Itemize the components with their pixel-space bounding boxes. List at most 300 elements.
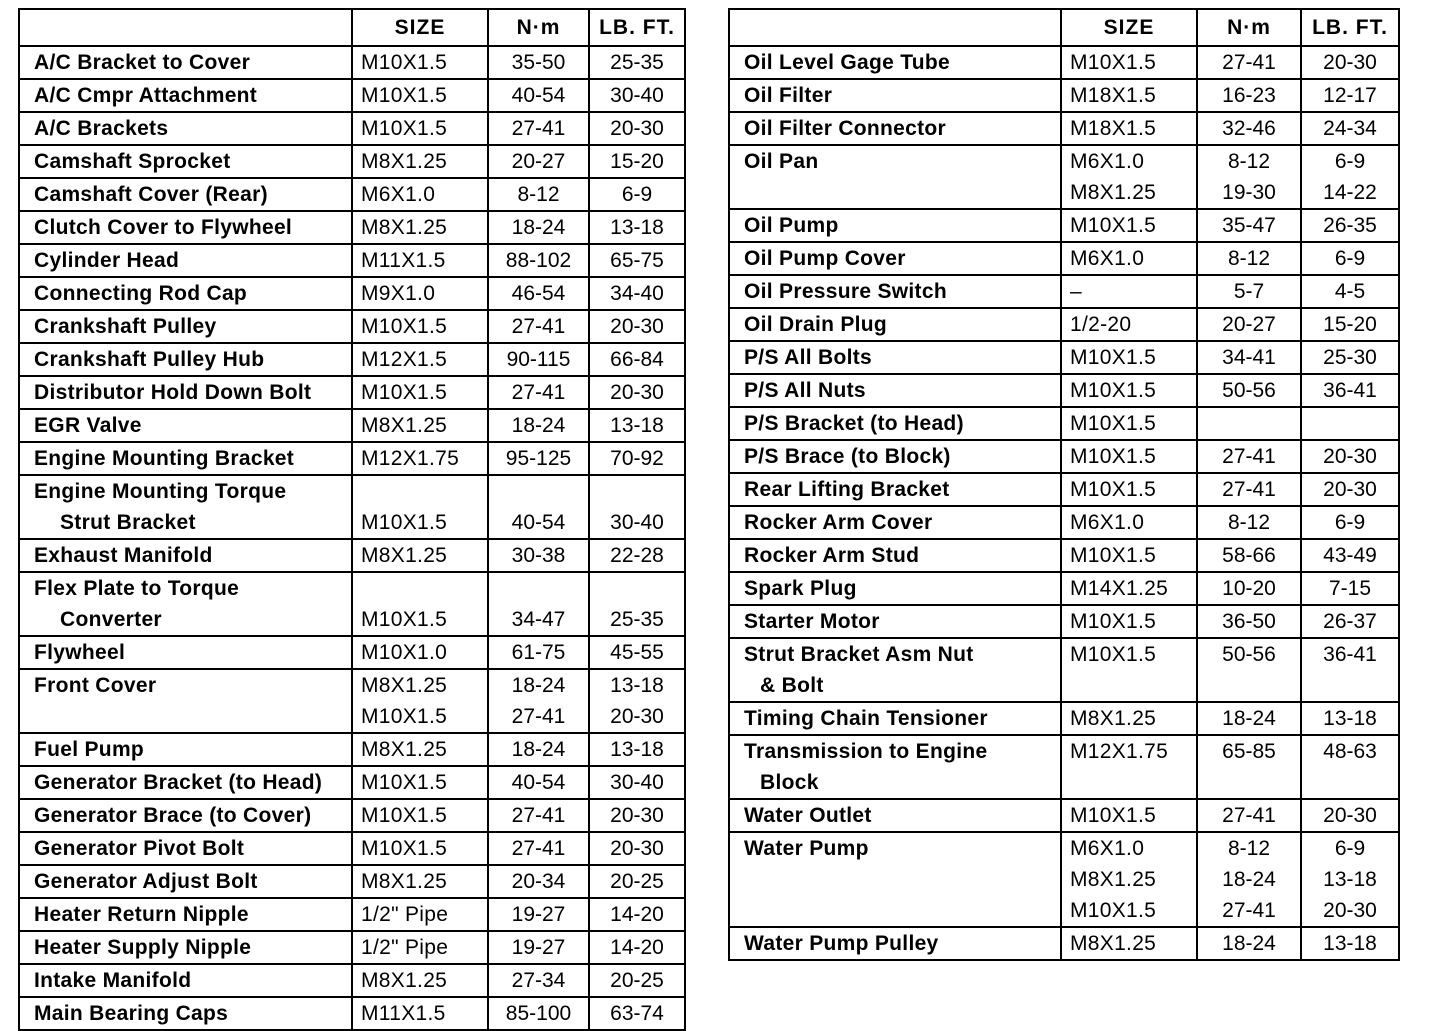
cell-lbft xyxy=(589,669,685,733)
nm-line: 46-54 xyxy=(511,282,566,305)
cell-lbft xyxy=(1301,473,1399,506)
nm-line: 27-41 xyxy=(511,117,566,140)
cell-size xyxy=(352,79,488,112)
size-line: M10X1.5 xyxy=(1070,478,1157,501)
lbft-line: 25-35 xyxy=(610,51,664,74)
table-row xyxy=(19,244,685,277)
cell-name xyxy=(19,733,352,766)
cell-nm xyxy=(488,46,589,79)
name-line: Spark Plug xyxy=(744,577,857,600)
nm-line: 18-24 xyxy=(511,674,566,697)
cell-size xyxy=(352,145,488,178)
name-line: Oil Pump xyxy=(744,214,839,237)
cell-nm xyxy=(1197,702,1301,735)
nm-line: 85-100 xyxy=(505,1002,572,1025)
table-row xyxy=(729,145,1399,209)
cell-size xyxy=(352,244,488,277)
cell-nm xyxy=(488,178,589,211)
name-line: Starter Motor xyxy=(744,610,880,633)
table-row xyxy=(19,669,685,733)
cell-lbft xyxy=(589,79,685,112)
cell-name xyxy=(19,475,352,539)
name-line: Engine Mounting Bracket xyxy=(34,447,295,470)
cell-name xyxy=(19,409,352,442)
table-row xyxy=(729,374,1399,407)
lbft-line: 70-92 xyxy=(610,447,664,470)
table-row xyxy=(19,46,685,79)
name-line: Rocker Arm Cover xyxy=(744,511,933,534)
name-line: Oil Level Gage Tube xyxy=(744,51,951,74)
lbft-line: 20-30 xyxy=(610,117,664,140)
lbft-line: 14-20 xyxy=(610,936,664,959)
table-row xyxy=(19,112,685,145)
cell-nm xyxy=(488,112,589,145)
table-row xyxy=(729,605,1399,638)
name-line: Exhaust Manifold xyxy=(34,544,213,567)
lbft-line: 20-30 xyxy=(1323,51,1377,74)
nm-line: 19-27 xyxy=(511,903,566,926)
header-blank xyxy=(19,9,352,46)
name-line: Heater Return Nipple xyxy=(34,903,249,926)
lbft-line: 25-35 xyxy=(610,608,664,631)
header-row xyxy=(19,9,685,46)
size-line: M9X1.0 xyxy=(361,282,436,305)
nm-line: 40-54 xyxy=(511,771,566,794)
cell-size xyxy=(1061,407,1197,440)
size-line: M8X1.25 xyxy=(361,414,448,437)
cell-nm xyxy=(1197,473,1301,506)
lbft-line: 20-30 xyxy=(1323,445,1377,468)
lbft-line xyxy=(590,573,684,604)
cell-nm xyxy=(488,343,589,376)
cell-nm xyxy=(488,865,589,898)
cell-size xyxy=(1061,473,1197,506)
cell-size xyxy=(1061,209,1197,242)
nm-line: 40-54 xyxy=(511,84,566,107)
nm-line: 50-56 xyxy=(1222,643,1276,666)
cell-nm xyxy=(1197,799,1301,832)
nm-line: 5-7 xyxy=(1233,280,1265,303)
lbft-line: 14-20 xyxy=(610,903,664,926)
size-line: 1/2" Pipe xyxy=(361,936,449,959)
nm-line: 20-27 xyxy=(1222,313,1276,336)
lbft-line: 6-9 xyxy=(1334,837,1366,860)
cell-size xyxy=(352,766,488,799)
name-line: Oil Pump Cover xyxy=(744,247,906,270)
cell-nm xyxy=(488,310,589,343)
size-line: M10X1.5 xyxy=(361,705,448,728)
header-lbft: LB. FT. xyxy=(589,9,685,46)
cell-nm xyxy=(1197,927,1301,960)
cell-name xyxy=(729,506,1061,539)
header-nm: N·m xyxy=(1197,9,1301,46)
name-line: Strut Bracket Asm Nut xyxy=(744,643,974,666)
nm-line: 18-24 xyxy=(1222,707,1276,730)
name-line: Crankshaft Pulley Hub xyxy=(34,348,265,371)
name-line: Oil Pressure Switch xyxy=(744,280,947,303)
cell-size xyxy=(1061,638,1197,702)
lbft-line: 66-84 xyxy=(610,348,664,371)
nm-line: 32-46 xyxy=(1222,117,1276,140)
cell-size xyxy=(352,636,488,669)
size-line: M10X1.5 xyxy=(1070,445,1157,468)
cell-lbft xyxy=(589,832,685,865)
cell-name xyxy=(729,242,1061,275)
cell-name xyxy=(729,735,1061,799)
nm-line: 50-56 xyxy=(1222,379,1276,402)
cell-size xyxy=(1061,572,1197,605)
nm-line: 30-38 xyxy=(511,544,566,567)
cell-lbft xyxy=(589,409,685,442)
cell-nm xyxy=(1197,46,1301,79)
table-row xyxy=(19,178,685,211)
name-line: P/S Brace (to Block) xyxy=(744,445,951,468)
name-line: Oil Filter Connector xyxy=(744,117,947,140)
cell-size xyxy=(352,931,488,964)
cell-nm xyxy=(488,636,589,669)
size-line: M10X1.5 xyxy=(361,51,448,74)
cell-size xyxy=(352,799,488,832)
cell-size xyxy=(352,964,488,997)
cell-lbft xyxy=(1301,572,1399,605)
lbft-line: 45-55 xyxy=(610,641,664,664)
nm-line: 10-20 xyxy=(1222,577,1276,600)
table-row xyxy=(729,242,1399,275)
nm-line: 61-75 xyxy=(511,641,566,664)
name-line: Strut Bracket xyxy=(60,511,196,534)
header-size: SIZE xyxy=(352,9,488,46)
nm-line: 27-41 xyxy=(511,381,566,404)
nm-line: 27-41 xyxy=(1222,478,1276,501)
lbft-line: 20-25 xyxy=(610,870,664,893)
lbft-line: 34-40 xyxy=(610,282,664,305)
lbft-line: 13-18 xyxy=(1323,868,1377,891)
size-line: M10X1.5 xyxy=(361,117,448,140)
size-line: M12X1.5 xyxy=(361,348,448,371)
cell-name xyxy=(19,669,352,733)
table-row xyxy=(729,927,1399,960)
cell-lbft xyxy=(589,997,685,1030)
nm-line: 40-54 xyxy=(511,511,566,534)
cell-size xyxy=(1061,46,1197,79)
table-row xyxy=(729,308,1399,341)
name-line: Rear Lifting Bracket xyxy=(744,478,950,501)
nm-line: 19-27 xyxy=(511,936,566,959)
name-line xyxy=(34,701,351,732)
table-row xyxy=(19,865,685,898)
name-line: Rocker Arm Stud xyxy=(744,544,920,567)
lbft-line: 12-17 xyxy=(1323,84,1377,107)
cell-name xyxy=(729,374,1061,407)
table-row xyxy=(19,79,685,112)
size-line: M10X1.5 xyxy=(361,608,448,631)
cell-name xyxy=(19,799,352,832)
table-row xyxy=(19,898,685,931)
nm-line: 36-50 xyxy=(1222,610,1276,633)
table-row xyxy=(19,799,685,832)
cell-name xyxy=(729,46,1061,79)
name-line xyxy=(744,864,1060,895)
cell-size xyxy=(352,178,488,211)
table-row xyxy=(19,636,685,669)
cell-nm xyxy=(488,997,589,1030)
cell-name xyxy=(19,636,352,669)
size-line: M11X1.5 xyxy=(361,1002,446,1025)
nm-line: 27-41 xyxy=(511,837,566,860)
table-row xyxy=(19,572,685,636)
cell-nm xyxy=(488,277,589,310)
cell-size xyxy=(1061,374,1197,407)
lbft-line: 13-18 xyxy=(610,414,664,437)
table-body-right xyxy=(729,46,1399,960)
cell-size xyxy=(352,376,488,409)
lbft-line: 65-75 xyxy=(610,249,664,272)
cell-name xyxy=(19,766,352,799)
cell-lbft xyxy=(589,475,685,539)
name-line xyxy=(744,895,1060,926)
cell-size xyxy=(1061,308,1197,341)
name-line: Flex Plate to Torque xyxy=(34,577,240,600)
lbft-line: 4-5 xyxy=(1334,280,1366,303)
cell-name xyxy=(19,832,352,865)
cell-nm xyxy=(1197,832,1301,927)
table-row xyxy=(19,997,685,1030)
cell-lbft xyxy=(589,145,685,178)
table-row xyxy=(19,145,685,178)
size-line: M10X1.5 xyxy=(1070,51,1157,74)
cell-name xyxy=(729,440,1061,473)
table-row xyxy=(729,702,1399,735)
cell-nm xyxy=(1197,275,1301,308)
size-line: M8X1.25 xyxy=(1070,932,1157,955)
lbft-line: 6-9 xyxy=(1334,150,1366,173)
cell-size xyxy=(352,211,488,244)
nm-line: 27-41 xyxy=(511,804,566,827)
table-row xyxy=(19,211,685,244)
nm-line: 18-24 xyxy=(1222,932,1276,955)
cell-nm xyxy=(488,766,589,799)
size-line: M6X1.0 xyxy=(1070,150,1145,173)
cell-nm xyxy=(1197,735,1301,799)
size-line: M14X1.25 xyxy=(1070,577,1169,600)
size-line: M8X1.25 xyxy=(361,738,448,761)
cell-nm xyxy=(1197,242,1301,275)
cell-size xyxy=(352,442,488,475)
cell-lbft xyxy=(589,343,685,376)
cell-lbft xyxy=(1301,605,1399,638)
cell-name xyxy=(19,997,352,1030)
header-size: SIZE xyxy=(1061,9,1197,46)
nm-line: 27-41 xyxy=(511,315,566,338)
size-line: M8X1.25 xyxy=(361,674,448,697)
cell-lbft xyxy=(1301,638,1399,702)
cell-name xyxy=(19,145,352,178)
nm-line: 35-47 xyxy=(1222,214,1276,237)
cell-lbft xyxy=(589,376,685,409)
size-line: M6X1.0 xyxy=(1070,511,1145,534)
size-line: M8X1.25 xyxy=(361,870,448,893)
lbft-line: 20-30 xyxy=(610,381,664,404)
name-line: Main Bearing Caps xyxy=(34,1002,229,1025)
cell-name xyxy=(729,638,1061,702)
cell-name xyxy=(19,112,352,145)
cell-name xyxy=(729,927,1061,960)
table-row xyxy=(19,277,685,310)
name-line: Clutch Cover to Flywheel xyxy=(34,216,293,239)
nm-line xyxy=(1198,408,1300,439)
lbft-line: 20-30 xyxy=(610,837,664,860)
cell-name xyxy=(19,79,352,112)
cell-size xyxy=(1061,79,1197,112)
size-line: – xyxy=(1070,280,1082,303)
lbft-line: 14-22 xyxy=(1323,181,1377,204)
lbft-line: 20-30 xyxy=(1323,899,1377,922)
lbft-line: 15-20 xyxy=(610,150,664,173)
cell-lbft xyxy=(589,865,685,898)
size-line: M8X1.25 xyxy=(361,544,448,567)
lbft-line: 30-40 xyxy=(610,511,664,534)
name-line: Distributor Hold Down Bolt xyxy=(34,381,312,404)
cell-lbft xyxy=(589,178,685,211)
table-row xyxy=(729,79,1399,112)
name-line: Intake Manifold xyxy=(34,969,192,992)
lbft-line: 13-18 xyxy=(610,674,664,697)
cell-lbft xyxy=(1301,145,1399,209)
table-row xyxy=(729,539,1399,572)
name-line xyxy=(744,177,1060,208)
size-line: M6X1.0 xyxy=(1070,837,1145,860)
nm-line: 8-12 xyxy=(1227,837,1271,860)
lbft-line: 26-35 xyxy=(1323,214,1377,237)
name-line: Oil Filter xyxy=(744,84,833,107)
table-row xyxy=(729,473,1399,506)
cell-name xyxy=(729,308,1061,341)
cell-lbft xyxy=(589,539,685,572)
lbft-line: 24-34 xyxy=(1323,117,1377,140)
cell-lbft xyxy=(589,964,685,997)
size-line: M10X1.5 xyxy=(1070,346,1157,369)
cell-name xyxy=(729,799,1061,832)
cell-name xyxy=(729,341,1061,374)
cell-name xyxy=(729,79,1061,112)
lbft-line: 15-20 xyxy=(1323,313,1377,336)
cell-lbft xyxy=(1301,506,1399,539)
size-line: M10X1.5 xyxy=(1070,804,1157,827)
cell-name xyxy=(19,277,352,310)
cell-nm xyxy=(1197,605,1301,638)
size-line: M6X1.0 xyxy=(361,183,436,206)
lbft-line xyxy=(1302,670,1398,701)
cell-lbft xyxy=(589,310,685,343)
cell-nm xyxy=(488,572,589,636)
size-line: M10X1.5 xyxy=(1070,379,1157,402)
lbft-line: 6-9 xyxy=(621,183,653,206)
cell-lbft xyxy=(1301,308,1399,341)
lbft-line: 13-18 xyxy=(610,216,664,239)
cell-size xyxy=(1061,735,1197,799)
cell-nm xyxy=(1197,374,1301,407)
cell-lbft xyxy=(1301,927,1399,960)
cell-nm xyxy=(1197,539,1301,572)
name-line: Generator Pivot Bolt xyxy=(34,837,245,860)
nm-line xyxy=(489,476,588,507)
size-line: M18X1.5 xyxy=(1070,117,1157,140)
table-row xyxy=(19,310,685,343)
nm-line: 19-30 xyxy=(1222,181,1276,204)
nm-line: 95-125 xyxy=(505,447,572,470)
lbft-line: 26-37 xyxy=(1323,610,1377,633)
size-line xyxy=(361,573,487,604)
table-row xyxy=(729,275,1399,308)
cell-nm xyxy=(488,733,589,766)
cell-size xyxy=(1061,927,1197,960)
size-line xyxy=(1070,670,1196,701)
cell-nm xyxy=(488,79,589,112)
cell-size xyxy=(352,343,488,376)
cell-size xyxy=(352,539,488,572)
table-row xyxy=(19,409,685,442)
table-row xyxy=(729,440,1399,473)
cell-lbft xyxy=(1301,79,1399,112)
cell-name xyxy=(19,964,352,997)
cell-nm xyxy=(488,964,589,997)
cell-nm xyxy=(488,898,589,931)
size-line: M11X1.5 xyxy=(361,249,446,272)
cell-size xyxy=(1061,440,1197,473)
table-row xyxy=(19,964,685,997)
cell-nm xyxy=(1197,112,1301,145)
size-line: M8X1.25 xyxy=(1070,868,1157,891)
cell-size xyxy=(352,475,488,539)
cell-name xyxy=(729,112,1061,145)
lbft-line: 13-18 xyxy=(1323,932,1377,955)
nm-line: 18-24 xyxy=(511,738,566,761)
nm-line: 20-27 xyxy=(511,150,566,173)
nm-line: 18-24 xyxy=(511,216,566,239)
lbft-line: 43-49 xyxy=(1323,544,1377,567)
lbft-line: 20-30 xyxy=(610,804,664,827)
size-line: M10X1.5 xyxy=(1070,610,1157,633)
nm-line: 8-12 xyxy=(1227,247,1271,270)
cell-lbft xyxy=(1301,407,1399,440)
lbft-line: 36-41 xyxy=(1323,643,1377,666)
cell-size xyxy=(352,733,488,766)
name-line: A/C Cmpr Attachment xyxy=(34,84,258,107)
size-line: M12X1.75 xyxy=(361,447,460,470)
table-row xyxy=(729,572,1399,605)
cell-size xyxy=(1061,341,1197,374)
cell-name xyxy=(19,376,352,409)
name-line: Water Pump Pulley xyxy=(744,932,939,955)
nm-line: 88-102 xyxy=(505,249,572,272)
size-line: M10X1.5 xyxy=(361,837,448,860)
lbft-line: 13-18 xyxy=(1323,707,1377,730)
cell-lbft xyxy=(1301,209,1399,242)
lbft-line: 25-30 xyxy=(1323,346,1377,369)
cell-lbft xyxy=(1301,275,1399,308)
cell-name xyxy=(729,605,1061,638)
cell-name xyxy=(19,931,352,964)
cell-nm xyxy=(1197,341,1301,374)
nm-line: 27-41 xyxy=(1222,899,1276,922)
size-line: M10X1.5 xyxy=(361,771,448,794)
nm-line: 58-66 xyxy=(1222,544,1276,567)
cell-name xyxy=(729,407,1061,440)
cell-size xyxy=(352,832,488,865)
size-line: M10X1.5 xyxy=(1070,899,1157,922)
cell-nm xyxy=(1197,209,1301,242)
name-line: Engine Mounting Torque xyxy=(34,480,287,503)
